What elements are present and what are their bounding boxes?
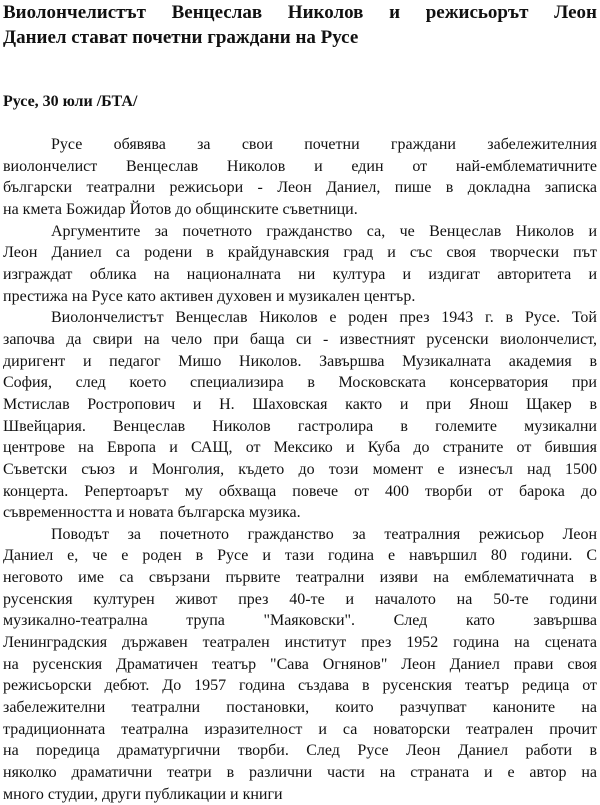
text-line: традиционната театрална изразителност и са новаторски театрален прочит (3, 720, 597, 738)
paragraph (3, 221, 597, 308)
text-line: престижа на Русе като активен духовен и музикален център. (3, 287, 416, 305)
text-line: русенския културен живот през 40-те и началото на 50-те години (3, 590, 597, 608)
text-line: Ленинградския държавен театрален институт през 1952 година на сцената (3, 634, 597, 652)
paragraph (3, 134, 597, 221)
text-line: Съветски съюз и Монголия, където до този момент е изнесъл над 1500 (3, 460, 597, 478)
text-line: Поводът за почетното гражданство за театралния режисьор Леон (51, 525, 597, 543)
text-line: Швейцария. Венцеслав Николов гастролира в големите музикални (3, 417, 597, 435)
text-line: Мстислав Ростропович и Н. Шаховская както и при Янош Щакер в (3, 395, 597, 413)
text-line: на кмета Божидар Йотов до общинските съветници. (3, 200, 358, 218)
text-line: много студии, други публикации и книги (3, 785, 283, 803)
text-line: София, след което специализира в Московската консерватория при (3, 374, 597, 392)
dateline: Русе, 30 юли /БТА/ (3, 93, 138, 110)
text-line: концерта. Репертоарът му обхваща повече от 400 творби от барока до (3, 482, 597, 500)
article-title (3, 0, 597, 50)
text-line: режисьорски дебют. До 1957 година създава в русенския театър редица от (3, 677, 597, 695)
text-line: Даниел е, че е роден в Русе и тази година е навършил 80 години. С (3, 547, 597, 565)
text-line: български театрални режисьори - Леон Даниел, пише в докладна записка (3, 179, 597, 197)
title-line: Виолончелистът Венцеслав Николов и режисьорът Леон (3, 2, 597, 23)
text-line: центрове на Европа и САЩ, от Мексико и Куба до страните от бившия (3, 439, 597, 457)
text-line: Леон Даниел са родени в крайдунавския град и със своя творчески път (3, 244, 597, 262)
text-line: започва да свири на чело при баща си - известният русенски виолончелист, (3, 330, 597, 348)
text-line: изграждат облика на националната ни култура и издигат авторитета и (3, 265, 597, 283)
paragraph (3, 524, 597, 805)
text-line: Аргументите за почетното гражданство са, че Венцеслав Николов и (51, 222, 597, 240)
title-line: Даниел стават почетни граждани на Русе (3, 27, 359, 48)
text-line: няколко драматични театри в различни части на страната и е автор на (3, 764, 597, 782)
text-line: на поредица драматургични творби. След Русе Леон Даниел работи в (3, 742, 597, 760)
text-line: диригент и педагог Мишо Николов. Завършва Музикалната академия в (3, 352, 597, 370)
document-page (3, 0, 597, 803)
text-line: неговото име са свързани първите театрални изяви на емблематичната в (3, 569, 597, 587)
text-line: музикално-театрална трупа "Маяковски". След като завършва (3, 612, 597, 630)
text-line: Виолончелистът Венцеслав Николов е роден през 1943 г. в Русе. Той (51, 309, 597, 327)
paragraph (3, 307, 597, 524)
text-line: на русенския Драматичен театър "Сава Огнянов" Леон Даниел прави своя (3, 655, 597, 673)
text-line: виолончелист Венцеслав Николов и един от най-емблематичните (3, 157, 597, 175)
text-line: Русе обявява за свои почетни граждани забележителния (51, 136, 597, 153)
text-line: съвременността и новата българска музика. (3, 504, 301, 522)
article-body (3, 134, 597, 805)
text-line: забележителни театрални постановки, които разчупват каноните на (3, 699, 597, 717)
